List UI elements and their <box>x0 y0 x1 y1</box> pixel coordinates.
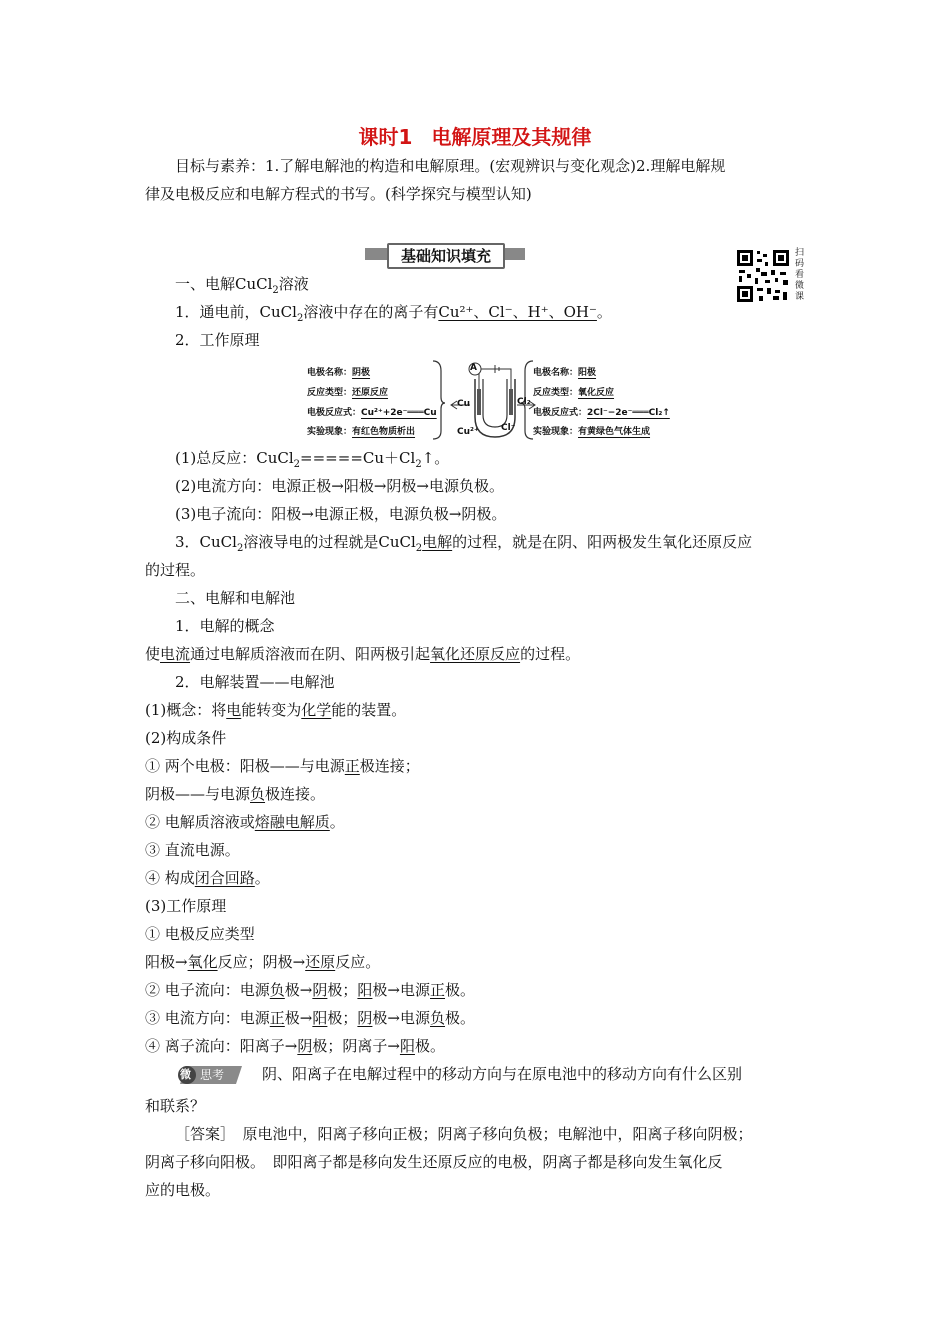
answer-line-2: 阴离子移向阳极。 即阳离子都是移向发生还原反应的电极，阴离子都是移向发生氧化反 <box>145 1153 723 1171</box>
condition-3: ③ 直流电源。 <box>145 841 240 859</box>
cathode-name: 电极名称：阴极 <box>307 368 371 378</box>
cu-ion-label: Cu²⁺ <box>457 427 479 437</box>
condition-1b: 阴极——与电源负极连接。 <box>145 785 326 803</box>
lesson-number: 课时1 <box>358 125 413 149</box>
answer-line-3: 应的电极。 <box>145 1181 221 1199</box>
device-concept: (1)概念：将电能转变为化学能的装置。 <box>145 701 407 719</box>
electrode-reaction-detail: 阳极→氧化反应；阴极→还原反应。 <box>145 953 381 971</box>
cathode-observation: 实验现象：有红色物质析出 <box>307 427 416 437</box>
concept-heading: 1．电解的概念 <box>175 617 275 635</box>
cl-ion-label: Cl⁻ <box>501 423 516 433</box>
qr-code-icon[interactable] <box>735 248 791 304</box>
cl2-label: Cl₂ <box>517 397 531 407</box>
section-banner <box>365 243 525 267</box>
electrode-reaction-type: ① 电极反应类型 <box>145 925 255 943</box>
ions-answer: Cu²⁺、Cl⁻、H⁺、OH⁻ <box>438 303 597 321</box>
answer-line-1: ［答案］ 原电池中，阳离子移向正极；阴离子移向负极；电解池中，阳离子移向阴极； <box>175 1125 753 1143</box>
section-1-heading: 一、电解CuCl$_2$溶液 <box>175 275 309 296</box>
condition-1: ① 两个电极：阳极——与电源正极连接； <box>145 757 420 775</box>
device-heading: 2．电解装置——电解池 <box>175 673 335 691</box>
ammeter-label: A <box>470 363 477 373</box>
lesson-name: 电解原理及其规律 <box>431 125 592 149</box>
condition-2: ② 电解质溶液或熔融电解质。 <box>145 813 345 831</box>
item-2: 2．工作原理 <box>175 331 260 349</box>
electron-flow: ② 电子流向：电源负极→阴极；阳极→电源正极。 <box>145 981 476 999</box>
goals-line-2: 律及电极反应和电解方程式的书写。(科学探究与模型认知) <box>145 185 532 203</box>
qr-caption: 扫码看微课 <box>795 248 805 302</box>
anode-equation: 电极反应式：2Cl⁻−2e⁻═══Cl₂↑ <box>533 408 670 418</box>
condition-4: ④ 构成闭合回路。 <box>145 869 270 887</box>
think-badge: 微 思考 <box>176 1065 244 1085</box>
total-reaction: (1)总反应：$CuCl_2=====Cu+Cl_2↑$。 <box>175 449 450 470</box>
ion-flow: ④ 离子流向：阳离子→阴极；阴离子→阳极。 <box>145 1037 445 1055</box>
anode-name: 电极名称：阳极 <box>533 368 597 378</box>
anode-type: 反应类型：氧化反应 <box>533 388 615 398</box>
current-flow: ③ 电流方向：电源正极→阳极；阴极→电源负极。 <box>145 1009 476 1027</box>
think-question: 微 思考 阴、阳离子在电解过程中的移动方向与在原电池中的移动方向有什么区别 <box>176 1063 742 1085</box>
current-direction: (2)电流方向：电源正极→阳极→阴极→电源负极。 <box>175 477 504 495</box>
item-1: 1．通电前，CuCl$_2$溶液中存在的离子有Cu²⁺、Cl⁻、H⁺、OH⁻。 <box>175 303 612 324</box>
goals-line-1: 目标与素养：1.了解电解池的构造和电解原理。(宏观辨识与变化观念)2.理解电解规 <box>175 157 726 175</box>
electron-direction: (3)电子流向：阳极→电源正极，电源负极→阴极。 <box>175 505 507 523</box>
concept-text: 使电流通过电解质溶液而在阴、阳两极引起氧化还原反应的过程。 <box>145 645 581 663</box>
item-3-cont: 的过程。 <box>145 561 206 579</box>
conditions-heading: (2)构成条件 <box>145 729 227 747</box>
cu-electrode-label: Cu <box>457 399 471 409</box>
electrolysis-diagram <box>305 357 675 441</box>
cathode-equation: 电极反应式：Cu²⁺+2e⁻═══Cu <box>307 408 437 418</box>
working-principle-heading: (3)工作原理 <box>145 897 227 915</box>
cathode-type: 反应类型：还原反应 <box>307 388 389 398</box>
section-2-heading: 二、电解和电解池 <box>175 589 296 607</box>
think-question-cont: 和联系？ <box>145 1097 206 1115</box>
banner-label: 基础知识填充 <box>387 243 505 269</box>
anode-observation: 实验现象：有黄绿色气体生成 <box>533 427 651 437</box>
item-3: 3．CuCl$_2$溶液导电的过程就是CuCl$_2$电解的过程，就是在阴、阳两极发生氧化还原反应 <box>175 533 753 554</box>
lesson-title <box>0 121 950 150</box>
